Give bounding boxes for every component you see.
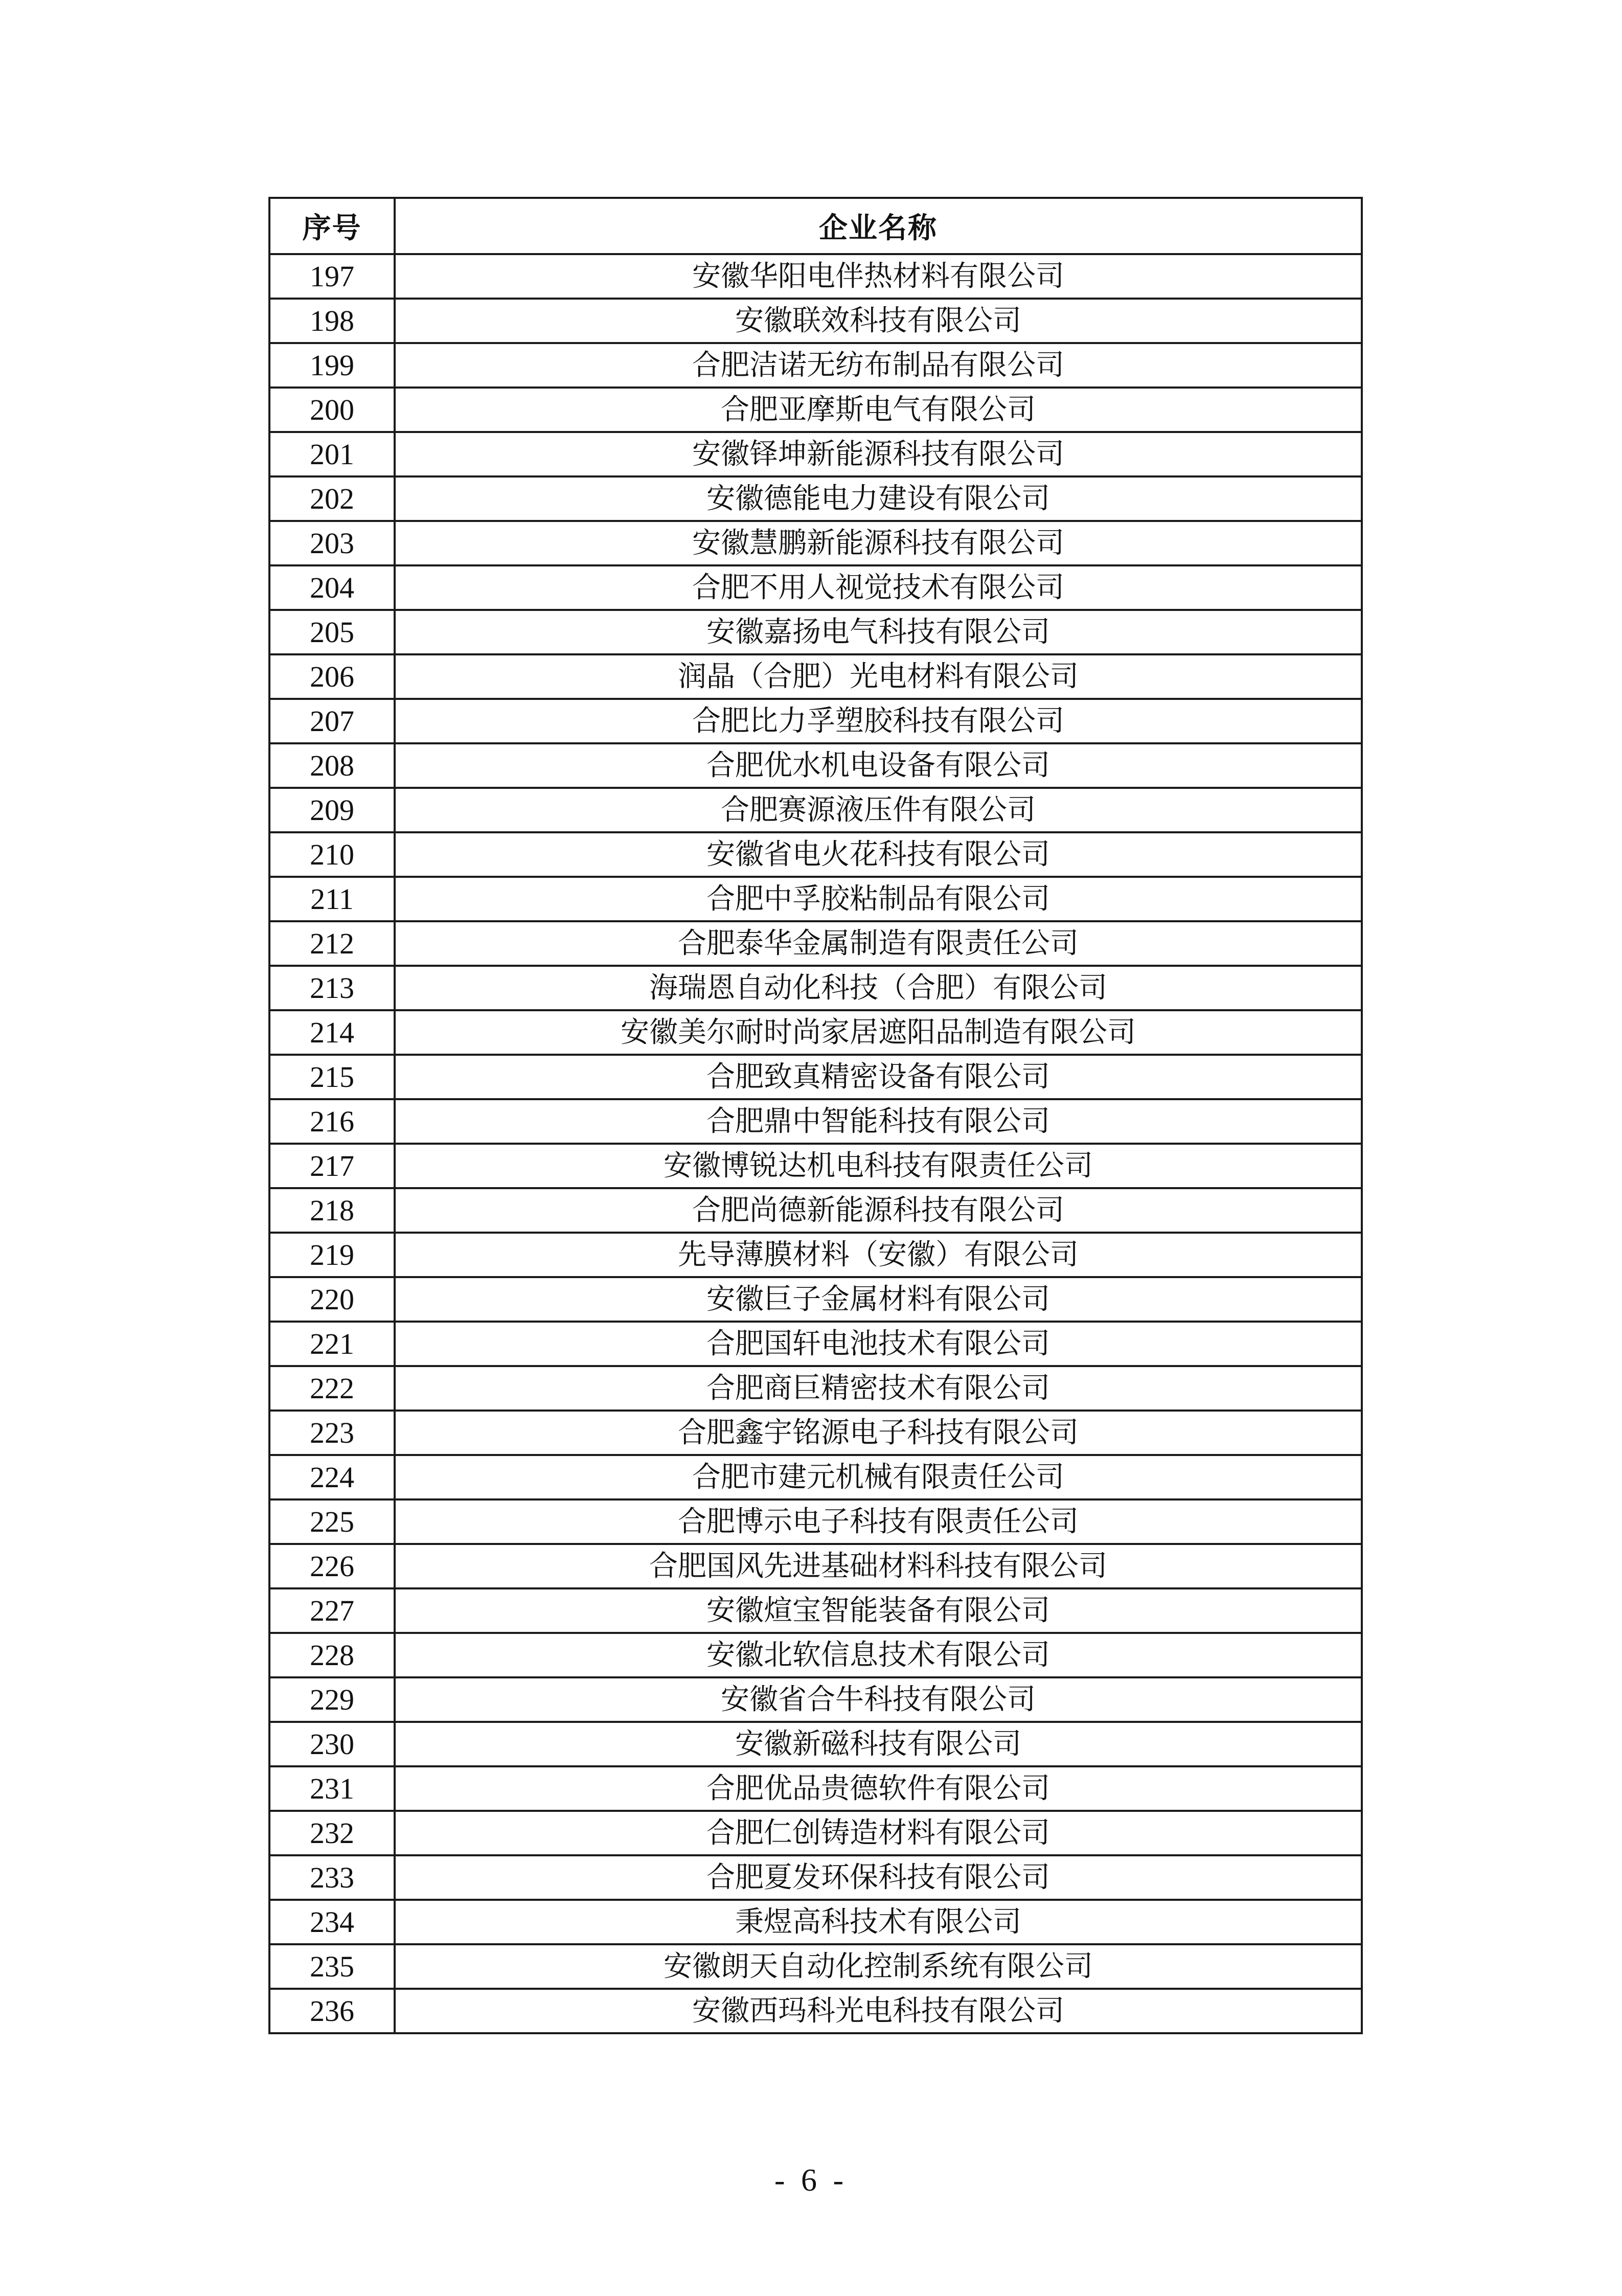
row-company-name: 安徽省合牛科技有限公司	[395, 1677, 1362, 1722]
row-seq: 220	[269, 1277, 395, 1322]
table-row	[269, 1900, 1362, 1944]
row-company-name: 安徽北软信息技术有限公司	[395, 1633, 1362, 1677]
row-seq: 231	[269, 1766, 395, 1811]
table-body	[269, 254, 1362, 2033]
row-company-name: 秉煜高科技术有限公司	[395, 1900, 1362, 1944]
row-company-name: 安徽西玛科光电科技有限公司	[395, 1989, 1362, 2033]
table-row	[269, 476, 1362, 521]
row-seq: 204	[269, 565, 395, 610]
row-seq: 206	[269, 654, 395, 699]
row-seq: 208	[269, 743, 395, 788]
table-row	[269, 1277, 1362, 1322]
table-row	[269, 388, 1362, 432]
row-company-name: 安徽新磁科技有限公司	[395, 1722, 1362, 1766]
row-seq: 215	[269, 1055, 395, 1099]
row-seq: 225	[269, 1499, 395, 1544]
table-row	[269, 1677, 1362, 1722]
table-row	[269, 1233, 1362, 1277]
table-row	[269, 1811, 1362, 1855]
table-row	[269, 1766, 1362, 1811]
row-company-name: 合肥致真精密设备有限公司	[395, 1055, 1362, 1099]
row-company-name: 合肥优品贵德软件有限公司	[395, 1766, 1362, 1811]
table-row	[269, 565, 1362, 610]
table-row	[269, 610, 1362, 654]
row-seq: 230	[269, 1722, 395, 1766]
row-seq: 232	[269, 1811, 395, 1855]
row-company-name: 合肥泰华金属制造有限责任公司	[395, 921, 1362, 966]
row-company-name: 合肥尚德新能源科技有限公司	[395, 1188, 1362, 1233]
table-row	[269, 921, 1362, 966]
row-seq: 223	[269, 1411, 395, 1455]
row-company-name: 合肥赛源液压件有限公司	[395, 788, 1362, 832]
row-company-name: 安徽华阳电伴热材料有限公司	[395, 254, 1362, 299]
row-seq: 235	[269, 1944, 395, 1989]
table-row	[269, 343, 1362, 388]
row-company-name: 安徽煊宝智能装备有限公司	[395, 1588, 1362, 1633]
row-company-name: 合肥鑫宇铭源电子科技有限公司	[395, 1411, 1362, 1455]
row-seq: 207	[269, 699, 395, 743]
table-row	[269, 254, 1362, 299]
row-seq: 210	[269, 832, 395, 877]
table-row	[269, 299, 1362, 343]
row-seq: 212	[269, 921, 395, 966]
row-seq: 211	[269, 877, 395, 921]
row-company-name: 安徽巨子金属材料有限公司	[395, 1277, 1362, 1322]
row-company-name: 安徽联效科技有限公司	[395, 299, 1362, 343]
table-row	[269, 1544, 1362, 1588]
row-company-name: 合肥国风先进基础材料科技有限公司	[395, 1544, 1362, 1588]
row-company-name: 海瑞恩自动化科技（合肥）有限公司	[395, 966, 1362, 1010]
row-company-name: 合肥鼎中智能科技有限公司	[395, 1099, 1362, 1144]
header-company-name: 企业名称	[395, 198, 1362, 254]
row-seq: 214	[269, 1010, 395, 1055]
row-seq: 227	[269, 1588, 395, 1633]
table-row	[269, 1499, 1362, 1544]
row-seq: 224	[269, 1455, 395, 1499]
table-row	[269, 1855, 1362, 1900]
page-number: - 6 -	[774, 2163, 848, 2198]
row-seq: 201	[269, 432, 395, 476]
table-row	[269, 877, 1362, 921]
row-seq: 233	[269, 1855, 395, 1900]
row-company-name: 安徽省电火花科技有限公司	[395, 832, 1362, 877]
table-row	[269, 521, 1362, 565]
row-company-name: 合肥洁诺无纺布制品有限公司	[395, 343, 1362, 388]
row-seq: 202	[269, 476, 395, 521]
row-company-name: 合肥中孚胶粘制品有限公司	[395, 877, 1362, 921]
row-seq: 216	[269, 1099, 395, 1144]
row-company-name: 安徽德能电力建设有限公司	[395, 476, 1362, 521]
row-seq: 234	[269, 1900, 395, 1944]
table-row	[269, 1144, 1362, 1188]
header-seq: 序号	[269, 198, 395, 254]
table-row	[269, 1099, 1362, 1144]
row-seq: 213	[269, 966, 395, 1010]
row-company-name: 润晶（合肥）光电材料有限公司	[395, 654, 1362, 699]
table-row	[269, 832, 1362, 877]
row-seq: 205	[269, 610, 395, 654]
row-seq: 228	[269, 1633, 395, 1677]
row-company-name: 先导薄膜材料（安徽）有限公司	[395, 1233, 1362, 1277]
row-company-name: 安徽朗天自动化控制系统有限公司	[395, 1944, 1362, 1989]
row-seq: 198	[269, 299, 395, 343]
row-seq: 222	[269, 1366, 395, 1411]
table-row	[269, 1010, 1362, 1055]
table-row	[269, 1633, 1362, 1677]
table-row	[269, 699, 1362, 743]
table-row	[269, 1989, 1362, 2033]
row-seq: 229	[269, 1677, 395, 1722]
row-company-name: 合肥亚摩斯电气有限公司	[395, 388, 1362, 432]
row-seq: 236	[269, 1989, 395, 2033]
table-row	[269, 1722, 1362, 1766]
row-company-name: 合肥市建元机械有限责任公司	[395, 1455, 1362, 1499]
row-seq: 199	[269, 343, 395, 388]
company-list-table	[268, 197, 1363, 2034]
row-seq: 221	[269, 1322, 395, 1366]
row-seq: 200	[269, 388, 395, 432]
table-row	[269, 966, 1362, 1010]
row-seq: 219	[269, 1233, 395, 1277]
table-header-row	[269, 198, 1362, 254]
table-row	[269, 1322, 1362, 1366]
row-company-name: 合肥博示电子科技有限责任公司	[395, 1499, 1362, 1544]
row-company-name: 安徽博锐达机电科技有限责任公司	[395, 1144, 1362, 1188]
row-seq: 197	[269, 254, 395, 299]
row-company-name: 合肥夏发环保科技有限公司	[395, 1855, 1362, 1900]
table-row	[269, 1944, 1362, 1989]
table-row	[269, 788, 1362, 832]
row-company-name: 合肥商巨精密技术有限公司	[395, 1366, 1362, 1411]
row-company-name: 安徽嘉扬电气科技有限公司	[395, 610, 1362, 654]
table-row	[269, 1055, 1362, 1099]
row-company-name: 安徽美尔耐时尚家居遮阳品制造有限公司	[395, 1010, 1362, 1055]
table-row	[269, 1411, 1362, 1455]
table-row	[269, 654, 1362, 699]
row-company-name: 安徽铎坤新能源科技有限公司	[395, 432, 1362, 476]
table-row	[269, 743, 1362, 788]
row-company-name: 安徽慧鹏新能源科技有限公司	[395, 521, 1362, 565]
row-seq: 218	[269, 1188, 395, 1233]
row-company-name: 合肥国轩电池技术有限公司	[395, 1322, 1362, 1366]
row-seq: 217	[269, 1144, 395, 1188]
row-seq: 209	[269, 788, 395, 832]
row-company-name: 合肥仁创铸造材料有限公司	[395, 1811, 1362, 1855]
row-company-name: 合肥比力孚塑胶科技有限公司	[395, 699, 1362, 743]
row-seq: 203	[269, 521, 395, 565]
row-company-name: 合肥优水机电设备有限公司	[395, 743, 1362, 788]
table-row	[269, 1188, 1362, 1233]
row-company-name: 合肥不用人视觉技术有限公司	[395, 565, 1362, 610]
table-row	[269, 1366, 1362, 1411]
table-row	[269, 432, 1362, 476]
table-row	[269, 1455, 1362, 1499]
row-seq: 226	[269, 1544, 395, 1588]
table-row	[269, 1588, 1362, 1633]
